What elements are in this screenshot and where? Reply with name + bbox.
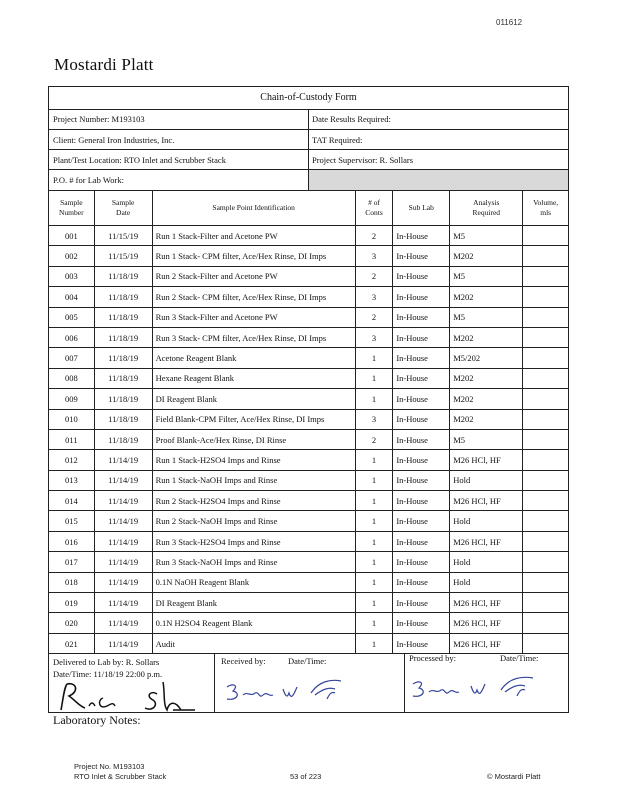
processed-signature-image (405, 668, 555, 704)
cell-volume (523, 572, 568, 592)
cell-sample-date: 11/18/19 (94, 429, 152, 449)
cell-sample-date: 11/14/19 (94, 531, 152, 551)
cell-sample-date: 11/18/19 (94, 409, 152, 429)
cell-sample-number: 020 (49, 613, 94, 633)
cell-num-conts: 3 (355, 246, 393, 266)
cell-num-conts: 1 (355, 531, 393, 551)
cell-num-conts: 1 (355, 572, 393, 592)
chain-of-custody-form (48, 86, 569, 713)
cell-sample-point: Hexane Reagent Blank (152, 368, 355, 388)
footer-copyright: © Mostardi Platt (487, 772, 541, 781)
cell-sample-date: 11/18/19 (94, 266, 152, 286)
cell-analysis-required: M202 (450, 409, 523, 429)
cell-sample-number: 013 (49, 470, 94, 490)
cell-sample-number: 021 (49, 633, 94, 653)
cell-volume (523, 450, 568, 470)
col-analysis-required: Analysis Required (450, 191, 523, 226)
cell-sample-date: 11/14/19 (94, 633, 152, 653)
cell-num-conts: 1 (355, 552, 393, 572)
signoff-divider-1 (214, 653, 215, 712)
cell-sample-date: 11/18/19 (94, 368, 152, 388)
cell-volume (523, 593, 568, 613)
cell-sample-date: 11/14/19 (94, 572, 152, 592)
cell-sample-number: 011 (49, 429, 94, 449)
project-number: Project Number: M193103 (49, 109, 308, 130)
cell-volume (523, 226, 568, 246)
cell-num-conts: 1 (355, 511, 393, 531)
cell-volume (523, 613, 568, 633)
cell-sub-lab: In-House (393, 613, 450, 633)
cell-analysis-required: M5 (450, 429, 523, 449)
received-datetime: Date/Time: (288, 656, 327, 666)
cell-sample-point: DI Reagent Blank (152, 389, 355, 409)
cell-sample-point: Run 2 Stack-NaOH Imps and Rinse (152, 511, 355, 531)
cell-volume (523, 409, 568, 429)
footer-location: RTO Inlet & Scrubber Stack (74, 772, 167, 781)
cell-sub-lab: In-House (393, 450, 450, 470)
delivered-by: Delivered to Lab by: R. Sollars (53, 657, 160, 667)
cell-num-conts: 3 (355, 327, 393, 347)
cell-sub-lab: In-House (393, 307, 450, 327)
table-row (49, 633, 568, 653)
cell-sample-point: Field Blank-CPM Filter, Ace/Hex Rinse, DI Imps (152, 409, 355, 429)
cell-sub-lab: In-House (393, 266, 450, 286)
cell-sample-date: 11/14/19 (94, 511, 152, 531)
cell-num-conts: 3 (355, 287, 393, 307)
cell-sample-point: 0.1N H2SO4 Reagent Blank (152, 613, 355, 633)
cell-num-conts: 1 (355, 593, 393, 613)
cell-sample-date: 11/15/19 (94, 226, 152, 246)
cell-sample-date: 11/14/19 (94, 552, 152, 572)
cell-volume (523, 470, 568, 490)
table-row (49, 226, 568, 246)
cell-sub-lab: In-House (393, 633, 450, 653)
project-supervisor: Project Supervisor: R. Sollars (308, 150, 568, 170)
cell-sub-lab: In-House (393, 491, 450, 511)
cell-analysis-required: M26 HCl, HF (450, 633, 523, 653)
table-row (49, 531, 568, 551)
delivered-signature-image (55, 680, 205, 712)
cell-sample-point: Run 3 Stack-NaOH Imps and Rinse (152, 552, 355, 572)
table-header-row (49, 191, 568, 226)
cell-sample-point: Run 3 Stack- CPM filter, Ace/Hex Rinse, DI Imps (152, 327, 355, 347)
cell-sample-date: 11/18/19 (94, 389, 152, 409)
cell-sample-number: 001 (49, 226, 94, 246)
cell-analysis-required: Hold (450, 511, 523, 531)
cell-sub-lab: In-House (393, 246, 450, 266)
cell-analysis-required: M26 HCl, HF (450, 593, 523, 613)
cell-num-conts: 2 (355, 226, 393, 246)
tat-required: TAT Required: (308, 130, 568, 150)
col-num-conts: # of Conts (355, 191, 393, 226)
cell-sub-lab: In-House (393, 429, 450, 449)
delivered-datetime: Date/Time: 11/18/19 22:00 p.m. (53, 669, 163, 679)
cell-sample-point: Run 2 Stack-H2SO4 Imps and Rinse (152, 491, 355, 511)
cell-sample-number: 005 (49, 307, 94, 327)
processed-by: Processed by: (409, 653, 456, 663)
cell-sample-point: Run 1 Stack-Filter and Acetone PW (152, 226, 355, 246)
table-row (49, 409, 568, 429)
col-volume: Volume, mls (523, 191, 568, 226)
cell-sub-lab: In-House (393, 348, 450, 368)
cell-num-conts: 2 (355, 266, 393, 286)
cell-sample-number: 010 (49, 409, 94, 429)
cell-sub-lab: In-House (393, 470, 450, 490)
cell-sub-lab: In-House (393, 531, 450, 551)
cell-sample-point: Run 3 Stack-Filter and Acetone PW (152, 307, 355, 327)
laboratory-notes: Laboratory Notes: (53, 713, 141, 727)
client: Client: General Iron Industries, Inc. (49, 130, 308, 150)
cell-sample-date: 11/14/19 (94, 593, 152, 613)
signoff-area (49, 653, 568, 712)
cell-sample-date: 11/18/19 (94, 348, 152, 368)
cell-num-conts: 1 (355, 470, 393, 490)
table-row (49, 389, 568, 409)
cell-analysis-required: M202 (450, 246, 523, 266)
cell-sample-number: 016 (49, 531, 94, 551)
cell-sample-date: 11/14/19 (94, 470, 152, 490)
company-name: Mostardi Platt (54, 55, 154, 74)
cell-sample-date: 11/14/19 (94, 613, 152, 633)
cell-sample-point: Run 1 Stack-H2SO4 Imps and Rinse (152, 450, 355, 470)
cell-sample-point: Run 1 Stack-NaOH Imps and Rinse (152, 470, 355, 490)
cell-analysis-required: M202 (450, 327, 523, 347)
table-row (49, 491, 568, 511)
table-row (49, 552, 568, 572)
cell-num-conts: 2 (355, 307, 393, 327)
cell-num-conts: 1 (355, 450, 393, 470)
cell-sample-number: 003 (49, 266, 94, 286)
cell-analysis-required: M26 HCl, HF (450, 613, 523, 633)
cell-sample-number: 008 (49, 368, 94, 388)
cell-sample-number: 006 (49, 327, 94, 347)
cell-sample-number: 007 (49, 348, 94, 368)
col-sample-point: Sample Point Identification (152, 191, 355, 226)
cell-sample-point: Run 1 Stack- CPM filter, Ace/Hex Rinse, DI Imps (152, 246, 355, 266)
table-row (49, 470, 568, 490)
table-row (49, 266, 568, 286)
cell-sample-date: 11/18/19 (94, 307, 152, 327)
cell-num-conts: 1 (355, 368, 393, 388)
table-row (49, 429, 568, 449)
cell-analysis-required: M202 (450, 368, 523, 388)
cell-volume (523, 348, 568, 368)
cell-sample-number: 014 (49, 491, 94, 511)
col-sub-lab: Sub Lab (393, 191, 450, 226)
cell-volume (523, 531, 568, 551)
table-row (49, 593, 568, 613)
header-divider (308, 109, 309, 191)
cell-analysis-required: Hold (450, 572, 523, 592)
cell-analysis-required: M5/202 (450, 348, 523, 368)
received-by: Received by: (221, 656, 266, 666)
form-title: Chain-of-Custody Form (49, 87, 568, 110)
cell-sample-point: Acetone Reagent Blank (152, 348, 355, 368)
received-signature-image (219, 671, 359, 707)
cell-sample-point: Proof Blank-Ace/Hex Rinse, DI Rinse (152, 429, 355, 449)
cell-sample-number: 009 (49, 389, 94, 409)
cell-sample-date: 11/18/19 (94, 327, 152, 347)
table-row (49, 572, 568, 592)
cell-num-conts: 1 (355, 491, 393, 511)
cell-sample-number: 018 (49, 572, 94, 592)
cell-sub-lab: In-House (393, 593, 450, 613)
plant-test-location: Plant/Test Location: RTO Inlet and Scrubber Stack (49, 150, 308, 170)
cell-num-conts: 1 (355, 613, 393, 633)
cell-volume (523, 266, 568, 286)
cell-volume (523, 368, 568, 388)
col-sample-date: Sample Date (94, 191, 152, 226)
cell-sample-date: 11/14/19 (94, 491, 152, 511)
cell-sample-point: Run 2 Stack-Filter and Acetone PW (152, 266, 355, 286)
cell-sub-lab: In-House (393, 552, 450, 572)
cell-sample-number: 017 (49, 552, 94, 572)
footer-page-number: 53 of 223 (290, 772, 322, 781)
table-row (49, 511, 568, 531)
cell-volume (523, 389, 568, 409)
table-row (49, 307, 568, 327)
table-row (49, 327, 568, 347)
cell-sub-lab: In-House (393, 389, 450, 409)
cell-analysis-required: M5 (450, 307, 523, 327)
cell-volume (523, 633, 568, 653)
cell-analysis-required: M26 HCl, HF (450, 491, 523, 511)
cell-num-conts: 1 (355, 389, 393, 409)
date-results-required: Date Results Required: (308, 109, 568, 130)
cell-sub-lab: In-House (393, 572, 450, 592)
cell-volume (523, 287, 568, 307)
cell-volume (523, 307, 568, 327)
page-id: 011612 (496, 18, 523, 27)
cell-analysis-required: M26 HCl, HF (450, 531, 523, 551)
cell-sample-number: 012 (49, 450, 94, 470)
table-row (49, 348, 568, 368)
cell-sub-lab: In-House (393, 409, 450, 429)
cell-num-conts: 1 (355, 633, 393, 653)
cell-analysis-required: Hold (450, 470, 523, 490)
cell-num-conts: 3 (355, 409, 393, 429)
cell-analysis-required: M5 (450, 226, 523, 246)
cell-volume (523, 491, 568, 511)
cell-sub-lab: In-House (393, 226, 450, 246)
cell-sub-lab: In-House (393, 368, 450, 388)
cell-sample-number: 004 (49, 287, 94, 307)
cell-num-conts: 1 (355, 348, 393, 368)
cell-analysis-required: M202 (450, 389, 523, 409)
cell-analysis-required: Hold (450, 552, 523, 572)
cell-analysis-required: M26 HCl, HF (450, 450, 523, 470)
col-sample-number: Sample Number (49, 191, 94, 226)
cell-sample-number: 002 (49, 246, 94, 266)
cell-sample-number: 019 (49, 593, 94, 613)
cell-volume (523, 552, 568, 572)
footer-project-no: Project No. M193103 (74, 762, 145, 771)
cell-analysis-required: M5 (450, 266, 523, 286)
cell-analysis-required: M202 (450, 287, 523, 307)
cell-volume (523, 511, 568, 531)
po-number-shaded-field (308, 170, 568, 191)
cell-volume (523, 246, 568, 266)
cell-sample-date: 11/18/19 (94, 287, 152, 307)
cell-sample-date: 11/14/19 (94, 450, 152, 470)
cell-volume (523, 429, 568, 449)
cell-sample-point: Audit (152, 633, 355, 653)
table-row (49, 287, 568, 307)
table-row (49, 368, 568, 388)
po-number: P.O. # for Lab Work: (49, 170, 308, 191)
cell-sample-point: DI Reagent Blank (152, 593, 355, 613)
table-row (49, 450, 568, 470)
table-row (49, 246, 568, 266)
processed-datetime: Date/Time: (500, 653, 539, 663)
cell-sample-point: 0.1N NaOH Reagent Blank (152, 572, 355, 592)
table-row (49, 613, 568, 633)
cell-sample-number: 015 (49, 511, 94, 531)
cell-volume (523, 327, 568, 347)
samples-table (49, 191, 568, 654)
cell-sample-point: Run 3 Stack-H2SO4 Imps and Rinse (152, 531, 355, 551)
cell-sample-date: 11/15/19 (94, 246, 152, 266)
cell-num-conts: 2 (355, 429, 393, 449)
cell-sub-lab: In-House (393, 511, 450, 531)
cell-sub-lab: In-House (393, 287, 450, 307)
cell-sub-lab: In-House (393, 327, 450, 347)
cell-sample-point: Run 2 Stack- CPM filter, Ace/Hex Rinse, DI Imps (152, 287, 355, 307)
